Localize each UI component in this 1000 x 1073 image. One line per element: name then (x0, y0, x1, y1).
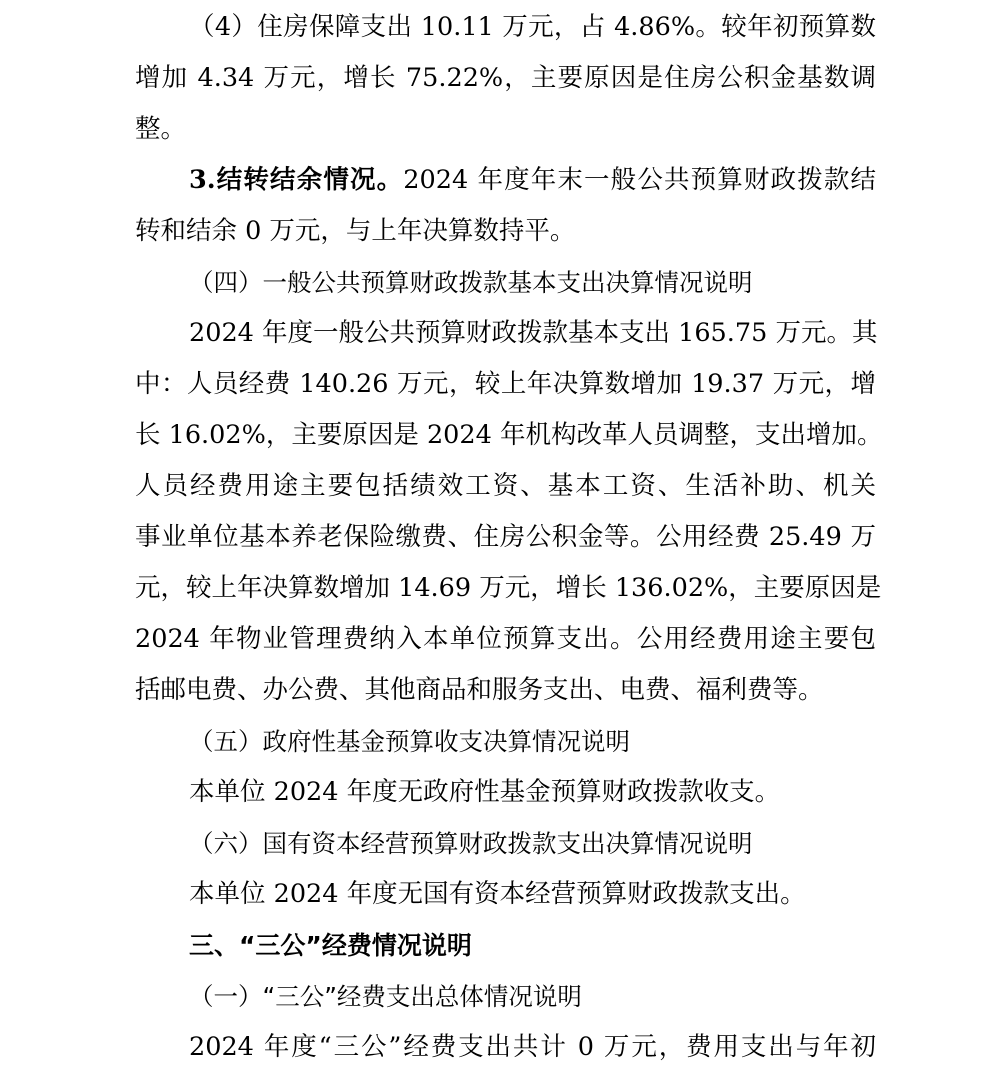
housing-paragraph-line-3: 整。 (135, 114, 187, 144)
section-four-line-1: 2024 年度一般公共预算财政拨款基本支出 165.75 万元。其 (189, 318, 878, 348)
section-four-line-6: 元，较上年决算数增加 14.69 万元，增长 136.02%，主要原因是 (135, 573, 882, 603)
section-four-line-8: 括邮电费、办公费、其他商品和服务支出、电费、福利费等。 (135, 675, 824, 705)
section-five-heading: （五）政府性基金预算收支决算情况说明 (189, 727, 630, 756)
carryover-line-1-rest: 2024 年度年末一般公共预算财政拨款结 (403, 165, 876, 195)
housing-paragraph-line-1: （4）住房保障支出 10.11 万元，占 4.86%。较年初预算数 (189, 12, 876, 42)
section-four-line-7: 2024 年物业管理费纳入本单位预算支出。公用经费用途主要包 (135, 624, 876, 654)
section-five-body: 本单位 2024 年度无政府性基金预算财政拨款收支。 (189, 777, 781, 807)
part-three-heading: 三、“三公”经费情况说明 (189, 931, 472, 960)
section-four-line-4: 人员经费用途主要包括绩效工资、基本工资、生活补助、机关 (135, 471, 876, 501)
part-three-body-line-1: 2024 年度“三公”经费支出共计 0 万元，费用支出与年初 (189, 1032, 876, 1062)
carryover-paragraph-line-2: 转和结余 0 万元，与上年决算数持平。 (135, 216, 576, 246)
section-six-body: 本单位 2024 年度无国有资本经营预算财政拨款支出。 (189, 879, 806, 909)
section-four-line-5: 事业单位基本养老保险缴费、住房公积金等。公用经费 25.49 万 (135, 522, 876, 552)
housing-paragraph-line-2: 增加 4.34 万元，增长 75.22%，主要原因是住房公积金基数调 (135, 63, 876, 93)
section-four-heading: （四）一般公共预算财政拨款基本支出决算情况说明 (189, 268, 753, 297)
section-four-line-3: 长 16.02%，主要原因是 2024 年机构改革人员调整，支出增加。 (135, 420, 883, 450)
section-six-heading: （六）国有资本经营预算财政拨款支出决算情况说明 (189, 829, 753, 858)
section-four-line-2: 中：人员经费 140.26 万元，较上年决算数增加 19.37 万元，增 (135, 369, 876, 399)
carryover-bold-lead: 3.结转结余情况。 (189, 165, 404, 195)
part-three-sub-heading: （一）“三公”经费支出总体情况说明 (189, 982, 582, 1011)
carryover-paragraph-line-1 (135, 155, 876, 206)
document-page (135, 0, 883, 1073)
